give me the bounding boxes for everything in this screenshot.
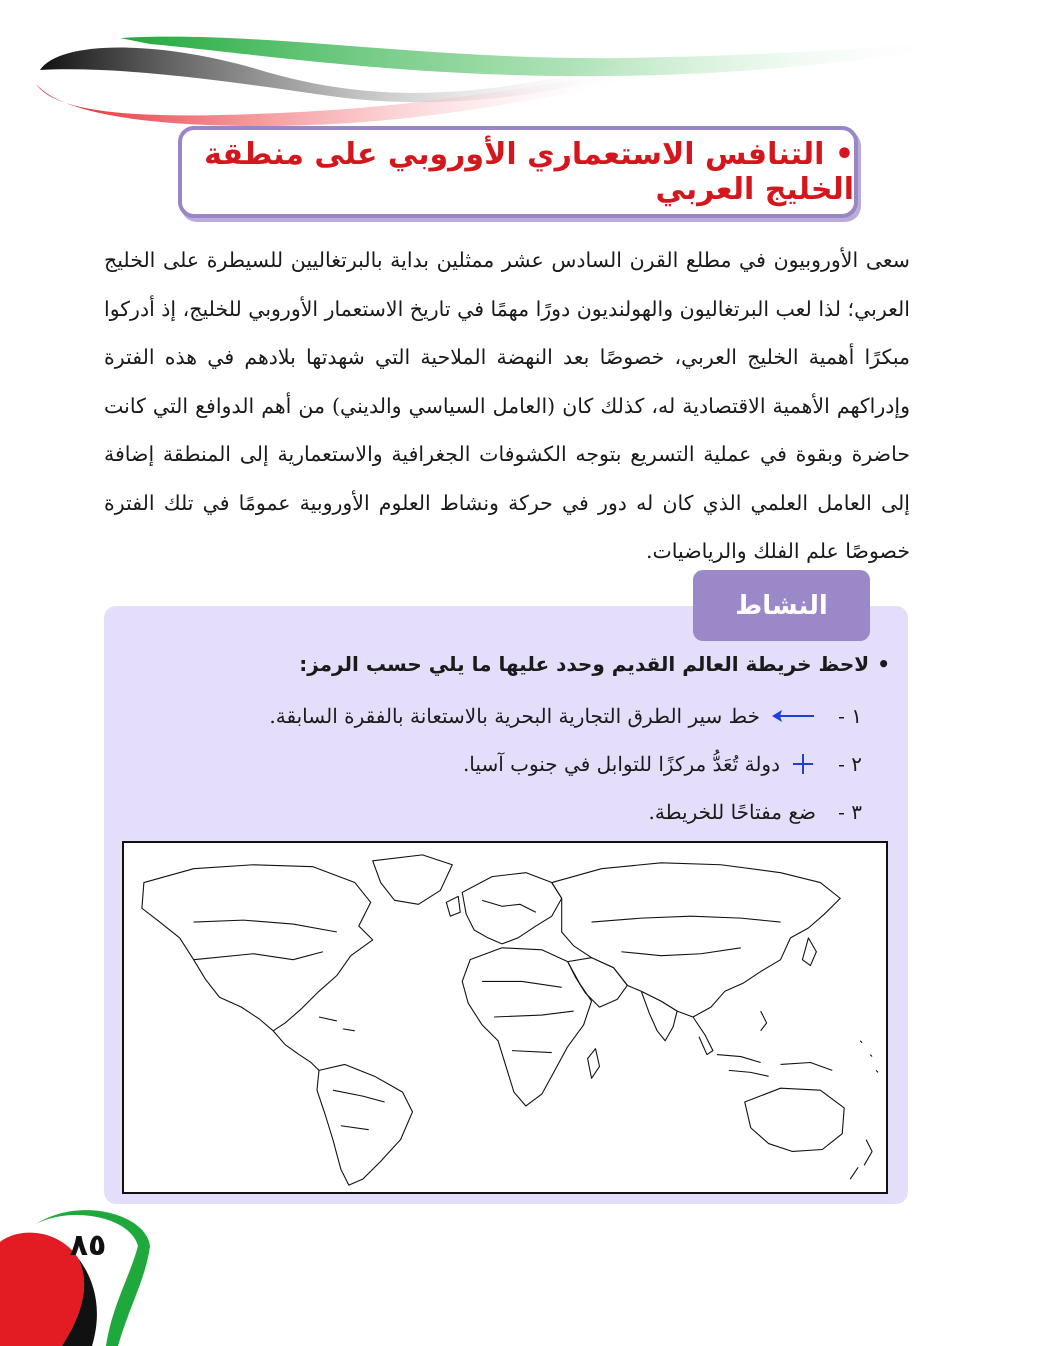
body-paragraph: سعى الأوروبيون في مطلع القرن السادس عشر ممثلين بداية بالبرتغاليين للسيطرة على الخليج العربي؛ لذا لعب البرتغاليون والهولنديون دورًا مهمًا في تاريخ الاستعمار الأوروبي للخليج، إذ أدركوا مبكرًا أهمية الخليج العربي، خصوصًا بعد النهضة الملاحية التي شهدتها بلادهم في هذه الفترة وإدراكهم الأهمية الاقتصادية له، كذلك كان (العامل السياسي والديني) من أهم الدوافع التي كانت حاضرة وبقوة في عملية التسريع بتوجه الكشوفات الجغرافية والاستعمارية إلى المنطقة إضافة إلى العامل العلمي الذي كان له دور في حركة ونشاط العلوم الأوروبية عمومًا في تلك الفترة خصوصًا علم الفلك والرياضيات. bbox=[104, 248, 910, 563]
lesson-title: • التنافس الاستعماري الأوروبي على منطقة الخليج العربي bbox=[204, 137, 854, 207]
blue-plus-icon bbox=[790, 752, 816, 776]
north-america-outline bbox=[142, 865, 373, 1031]
activity-instruction bbox=[299, 652, 890, 676]
task-number: ٣ - bbox=[838, 800, 862, 824]
arabia-outline bbox=[568, 958, 628, 1007]
task-number: ١ - bbox=[838, 704, 862, 728]
world-map-outline bbox=[124, 843, 886, 1192]
japan-outline bbox=[802, 938, 816, 966]
task-text: خط سير الطرق التجارية البحرية بالاستعانة بالفقرة السابقة. bbox=[269, 704, 760, 728]
australia-outline bbox=[745, 1088, 844, 1151]
new-zealand-outline bbox=[850, 1140, 872, 1180]
south-america-outline bbox=[317, 1064, 412, 1185]
blue-arrow-icon bbox=[770, 708, 816, 724]
page-number: ٨٥ bbox=[69, 1228, 107, 1263]
lesson-body bbox=[104, 236, 910, 576]
activity-tab-label: النشاط bbox=[735, 590, 828, 621]
page-corner-decoration bbox=[0, 1206, 150, 1346]
europe-outline bbox=[462, 873, 561, 944]
task-number: ٢ - bbox=[838, 752, 862, 776]
flag-swoosh-decoration bbox=[0, 0, 1062, 140]
lesson-title-box bbox=[178, 126, 858, 218]
task-item-3 bbox=[649, 800, 862, 824]
greenland-outline bbox=[373, 855, 453, 904]
instruction-text: لاحظ خريطة العالم القديم وحدد عليها ما يلي حسب الرمز: bbox=[299, 652, 870, 676]
task-item-1 bbox=[269, 704, 862, 728]
india-outline bbox=[641, 991, 677, 1040]
asia-outline bbox=[552, 863, 840, 1017]
task-text: دولة تُعَدُّ مركزًا للتوابل في جنوب آسيا. bbox=[462, 752, 780, 776]
central-america-outline bbox=[273, 1031, 319, 1071]
task-item-2 bbox=[463, 752, 862, 776]
instruction-bullet: • bbox=[877, 652, 890, 676]
task-text: ضع مفتاحًا للخريطة. bbox=[648, 800, 816, 824]
activity-tab bbox=[693, 570, 870, 641]
madagascar-outline bbox=[588, 1049, 600, 1079]
world-map bbox=[122, 841, 888, 1194]
